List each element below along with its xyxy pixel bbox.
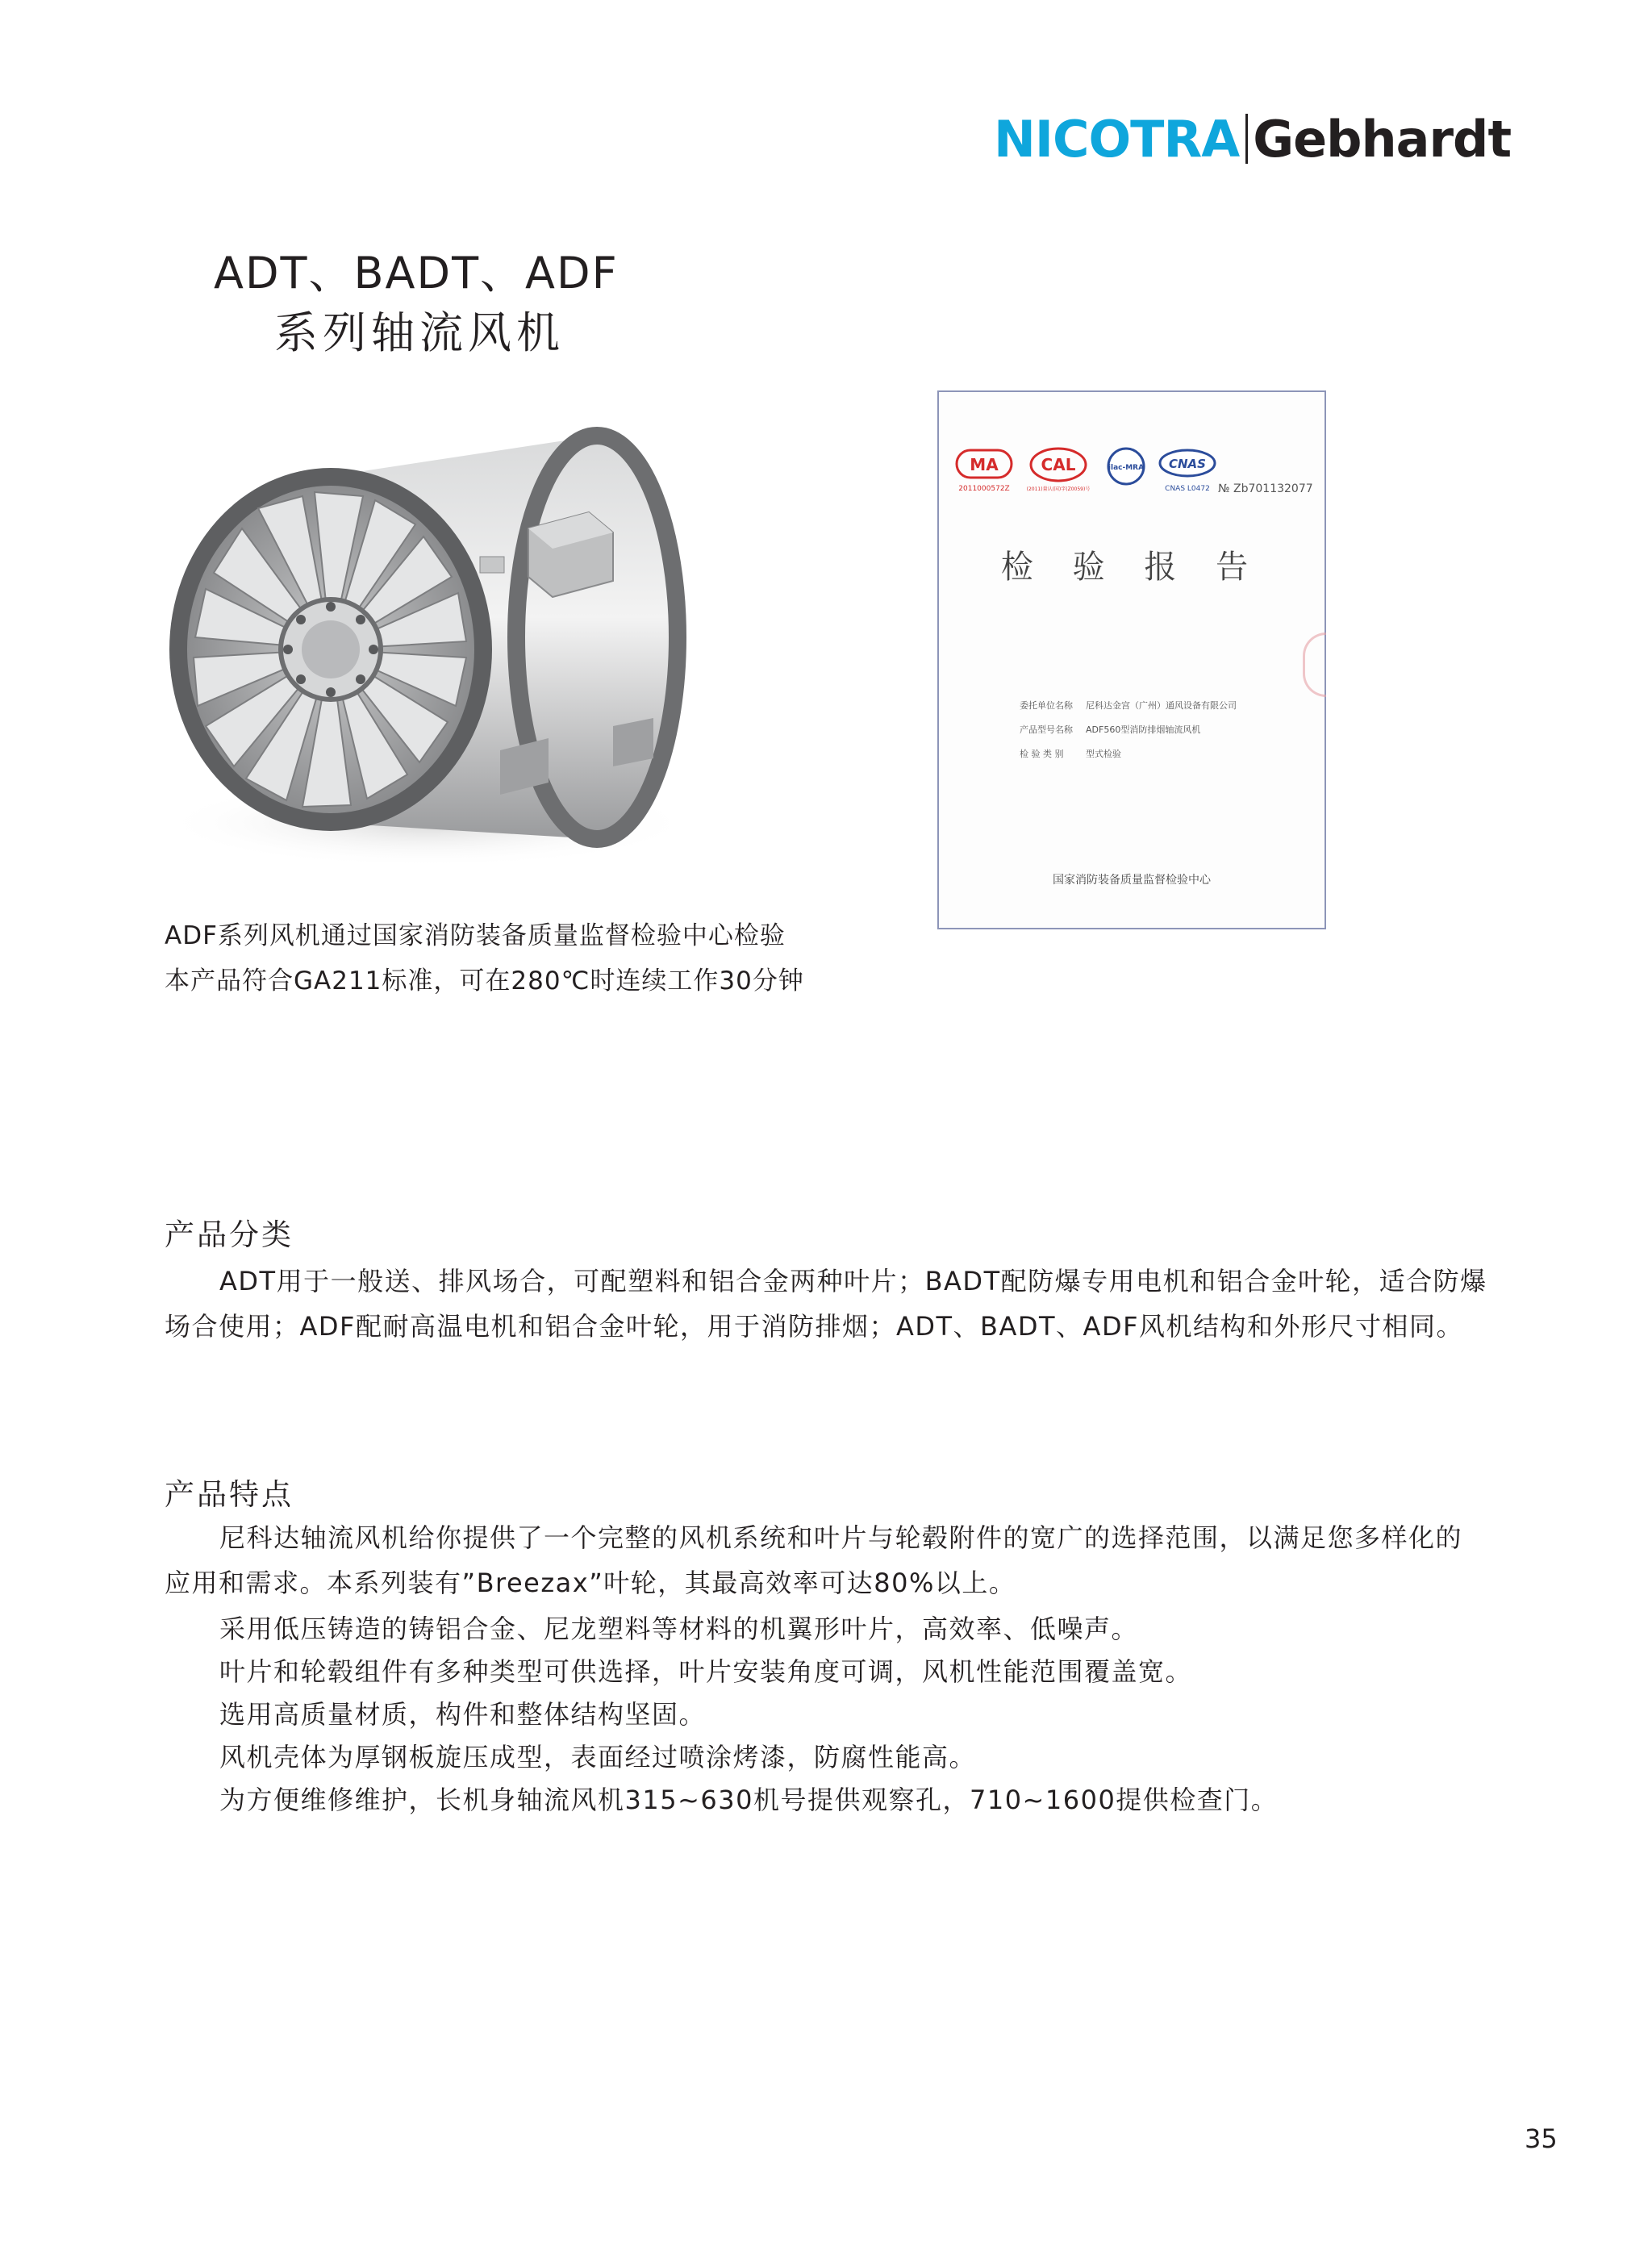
cert-logo-code-ma: 2011000572Z (958, 485, 1010, 493)
cert-number: № Zb701132077 (1218, 482, 1313, 495)
cert-row-key: 委托单位名称 (1020, 700, 1073, 711)
caption-line2: 本产品符合GA211标准，可在280℃时连续工作30分钟 (165, 967, 804, 996)
axial-fan-illustration (161, 420, 774, 871)
cert-row (1020, 699, 1237, 712)
cert-stamp-fragment (1303, 633, 1326, 697)
classification-heading: 产品分类 (165, 1217, 294, 1252)
brand-divider (1245, 114, 1248, 164)
cert-logo-text-ilac: ilac-MRA (1108, 464, 1145, 472)
cert-row-value: 型式检验 (1086, 749, 1121, 759)
cert-footer: 国家消防装备质量监督检验中心 (1053, 874, 1211, 887)
brand-logo (994, 106, 1511, 171)
cert-title: 检 验 报 告 (1000, 549, 1263, 586)
cal-logo (1027, 449, 1091, 492)
cma-logo (957, 450, 1012, 493)
cert-row-key: 产品型号名称 (1020, 724, 1073, 735)
cert-row (1020, 747, 1121, 760)
ilac-logo (1108, 449, 1144, 484)
brand-gebhardt: Gebhardt (1253, 109, 1512, 169)
cert-logo-code-cal: (2011)量认(国)字(Z0059)号 (1026, 486, 1091, 492)
classification-body: ADT用于一般送、排风场合，可配塑料和铝合金两种叶片；BADT配防爆专用电机和铝合金叶轮，适合防爆场合使用；ADF配耐高温电机和铝合金叶轮，用于消防排烟；ADT、BADT、ADF风机结构和外形尺寸相同。 (165, 1266, 1487, 1342)
feature-item: 采用低压铸造的铸铝合金、尼龙塑料等材料的机翼形叶片，高效率、低噪声。 (219, 1614, 1139, 1644)
feature-item: 为方便维修维护，长机身轴流风机315~630机号提供观察孔，710~1600提供检查门。 (219, 1785, 1279, 1815)
feature-item: 选用高质量材质，构件和整体结构坚固。 (219, 1699, 707, 1730)
cert-logo-code-cnas: CNAS L0472 (1165, 485, 1210, 493)
inspection-report-scan (937, 390, 1326, 929)
cert-logo-text-ma: MA (970, 455, 999, 474)
page-number: 35 (1525, 2123, 1558, 2154)
cert-row-value: ADF560型消防排烟轴流风机 (1086, 724, 1201, 735)
cnas-logo (1160, 450, 1215, 493)
features-intro: 尼科达轴流风机给你提供了一个完整的风机系统和叶片与轮毂附件的宽广的选择范围，以满足您多样化的应用和需求。本系列装有”Breezax”叶轮，其最高效率可达80%以上。 (165, 1522, 1463, 1598)
feature-item: 叶片和轮毂组件有多种类型可供选择，叶片安装角度可调，风机性能范围覆盖宽。 (219, 1656, 1193, 1687)
feature-item: 风机壳体为厚钢板旋压成型，表面经过喷涂烤漆，防腐性能高。 (219, 1742, 977, 1772)
features-heading: 产品特点 (165, 1477, 294, 1512)
page-title-line1: ADT、BADT、ADF (214, 248, 619, 299)
cert-row (1020, 723, 1200, 736)
page-title-line2: 系列轴流风机 (274, 307, 565, 358)
cert-row-key: 检 验 类 别 (1020, 749, 1064, 759)
cert-logo-text-cnas: CNAS (1169, 457, 1206, 471)
brand-nicotra: NICOTRA (994, 109, 1240, 169)
caption-line1: ADF系列风机通过国家消防装备质量监督检验中心检验 (165, 921, 786, 950)
cert-row-value: 尼科达金宫（广州）通风设备有限公司 (1086, 700, 1237, 711)
cert-logo-text-cal: CAL (1041, 455, 1076, 474)
